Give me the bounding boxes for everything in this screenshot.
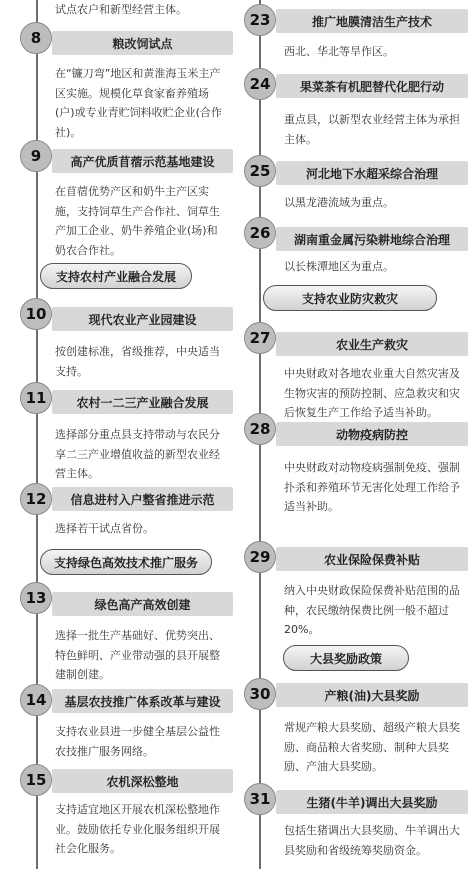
item-description: 选择一批生产基础好、优势突出、特色鲜明、产业带动强的县开展整建制创建。: [55, 629, 220, 681]
item-number-badge: 25: [244, 155, 276, 187]
item-number-badge: 24: [244, 68, 276, 100]
item-title: 农机深松整地: [52, 769, 233, 793]
item-number-badge: 11: [20, 382, 52, 414]
item-number-badge: 14: [20, 684, 52, 716]
item-title: 高产优质苜蓿示范基地建设: [52, 149, 233, 173]
item-description: 中央财政对动物疫病强制免疫、强制扑杀和养殖环节无害化处理工作给予适当补助。: [284, 461, 460, 513]
timeline-line: [36, 0, 38, 869]
item-description: 支持农业县进一步健全基层公益性农技推广服务网络。: [55, 725, 220, 758]
item-title: 生猪(牛羊)调出大县奖励: [276, 790, 468, 814]
item-7-desc-fragment: 试点农户和新型经营主体。: [55, 3, 187, 16]
item-number-badge: 31: [244, 783, 276, 815]
item-number-badge: 27: [244, 322, 276, 354]
item-description: 重点县，以新型农业经营主体为承担主体。: [284, 113, 460, 146]
item-description: 选择部分重点县支持带动与农民分享二三产业增值收益的新型农业经营主体。: [55, 428, 220, 480]
section-header-county-rewards: 大县奖励政策: [283, 645, 409, 671]
item-title: 绿色高产高效创建: [52, 592, 233, 616]
item-description: 常规产粮大县奖励、超级产粮大县奖励、商品粮大省奖励、制种大县奖励、产油大县奖励。: [284, 721, 460, 773]
item-description: 在苜蓿优势产区和奶牛主产区实施，支持饲草生产合作社、饲草生产加工企业、奶牛养殖企业(场)和奶农合作社。: [55, 185, 220, 257]
item-number-badge: 30: [244, 678, 276, 710]
item-number-badge: 15: [20, 764, 52, 796]
item-number-badge: 28: [244, 413, 276, 445]
item-description: 以长株潭地区为重点。: [284, 260, 394, 273]
item-title: 现代农业产业园建设: [52, 307, 233, 331]
item-title: 农村一二三产业融合发展: [52, 390, 233, 414]
item-description: 纳入中央财政保险保费补贴范围的品种，农民缴纳保费比例一般不超过20%。: [284, 584, 460, 636]
item-number-badge: 10: [20, 298, 52, 330]
item-description: 按创建标准，省级推荐，中央适当支持。: [55, 345, 220, 378]
item-title: 推广地膜清洁生产技术: [276, 9, 468, 33]
item-number-badge: 29: [244, 541, 276, 573]
item-number-badge: 13: [20, 582, 52, 614]
item-title: 粮改饲试点: [52, 31, 233, 55]
item-description: 以黑龙港流域为重点。: [284, 196, 394, 209]
item-title: 基层农技推广体系改革与建设: [52, 689, 233, 713]
item-title: 河北地下水超采综合治理: [276, 161, 468, 185]
item-description: 西北、华北等旱作区。: [284, 45, 394, 58]
item-number-badge: 8: [20, 22, 52, 54]
section-header-disaster-relief: 支持农业防灾救灾: [263, 285, 437, 311]
item-description: 在“镰刀弯”地区和黄淮海玉米主产区实施。规模化草食家畜养殖场(户)或专业青贮饲料收贮企业(合作社)。: [55, 67, 222, 139]
item-title: 信息进村入户整省推进示范: [52, 487, 233, 511]
item-description: 选择若干试点省份。: [55, 522, 154, 535]
item-number-badge: 23: [244, 4, 276, 36]
item-title: 动物疫病防控: [276, 422, 468, 446]
item-description: 支持适宜地区开展农机深松整地作业。鼓励依托专业化服务组织开展社会化服务。: [55, 803, 220, 855]
section-header-industry-integration: 支持农村产业融合发展: [40, 263, 192, 289]
item-number-badge: 12: [20, 483, 52, 515]
section-header-green-tech: 支持绿色高效技术推广服务: [40, 549, 212, 575]
item-number-badge: 26: [244, 217, 276, 249]
item-number-badge: 9: [20, 140, 52, 172]
item-title: 产粮(油)大县奖励: [276, 683, 468, 707]
item-title: 农业保险保费补贴: [276, 547, 468, 571]
item-title: 湖南重金属污染耕地综合治理: [276, 227, 468, 251]
item-description: 包括生猪调出大县奖励、牛羊调出大县奖励和省级统筹奖励资金。: [284, 824, 460, 857]
item-title: 果菜茶有机肥替代化肥行动: [276, 74, 468, 98]
item-description: 中央财政对各地农业重大自然灾害及生物灾害的预防控制、应急救灾和灾后恢复生产工作给予适当补助。: [284, 367, 460, 419]
item-title: 农业生产救灾: [276, 332, 468, 356]
